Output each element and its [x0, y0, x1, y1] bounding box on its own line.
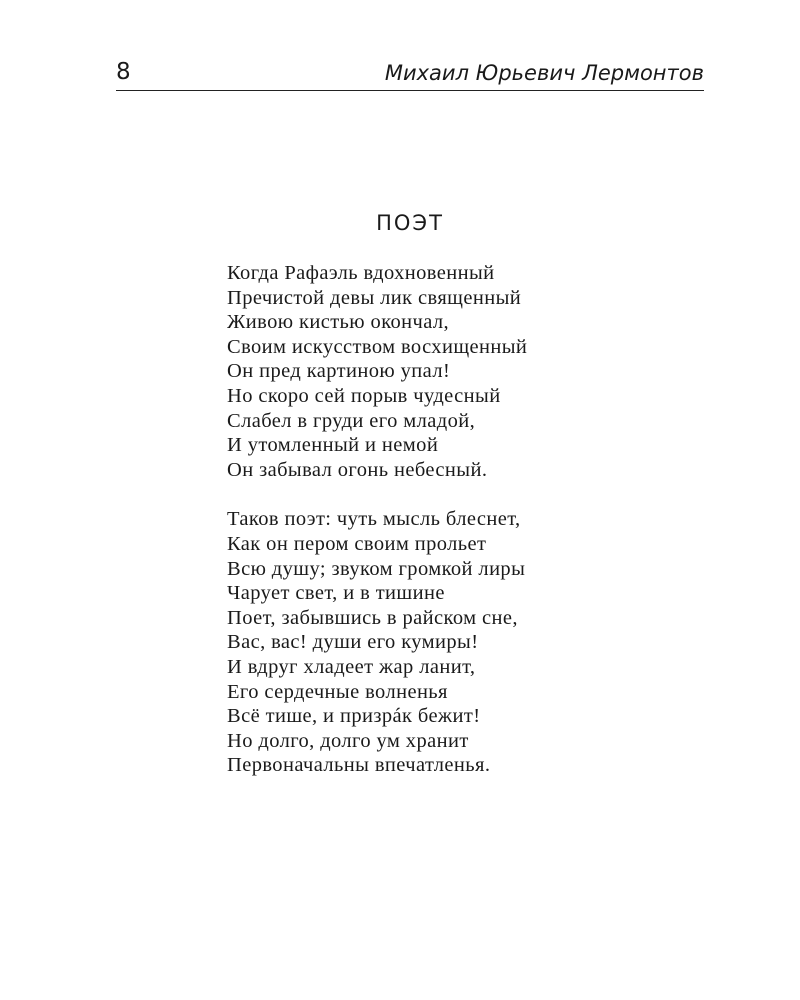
poem-line: Всю душу; звуком громкой лиры — [227, 557, 526, 580]
poem-line: Чарует свет, и в тишине — [227, 582, 445, 605]
page-number: 8 — [116, 59, 131, 85]
poem-body — [227, 261, 527, 778]
poem-line: Вас, вас! души его кумиры! — [227, 631, 479, 654]
poem-line: Но скоро сей порыв чудесный — [227, 384, 501, 407]
poem-line: Таков поэт: чуть мысль блеснет, — [227, 508, 521, 531]
poem-line: Как он пером своим прольет — [227, 532, 487, 555]
running-author: Михаил Юрьевич Лермонтов — [384, 61, 704, 85]
poem-line: Он забывал огонь небесный. — [227, 458, 488, 481]
poem-line: И вдруг хладеет жар ланит, — [227, 655, 476, 678]
poem-line: Всё тише, и призрáк бежит! — [227, 705, 481, 728]
running-header — [116, 56, 704, 91]
poem-line: Первоначальны впечатленья. — [227, 754, 491, 777]
poem-line: Поет, забывшись в райском сне, — [227, 606, 518, 629]
poem-line: Когда Рафаэль вдохновенный — [227, 262, 495, 284]
poem-title: ПОЭТ — [376, 211, 444, 235]
poem-line: Слабел в груди его младой, — [227, 409, 476, 432]
poem-line: Живою кистью окончал, — [227, 311, 450, 334]
stanza-1 — [227, 261, 527, 482]
poem-line: Но долго, долго ум хранит — [227, 729, 469, 752]
poem-line: Он пред картиною упал! — [227, 360, 451, 383]
poem-line: Его сердечные волненья — [227, 680, 448, 703]
stanza-2 — [227, 507, 527, 778]
poem-line: Пречистой девы лик священный — [227, 286, 522, 309]
poem-line: Своим искусством восхищенный — [227, 335, 528, 358]
poem-line: И утомленный и немой — [227, 434, 439, 457]
